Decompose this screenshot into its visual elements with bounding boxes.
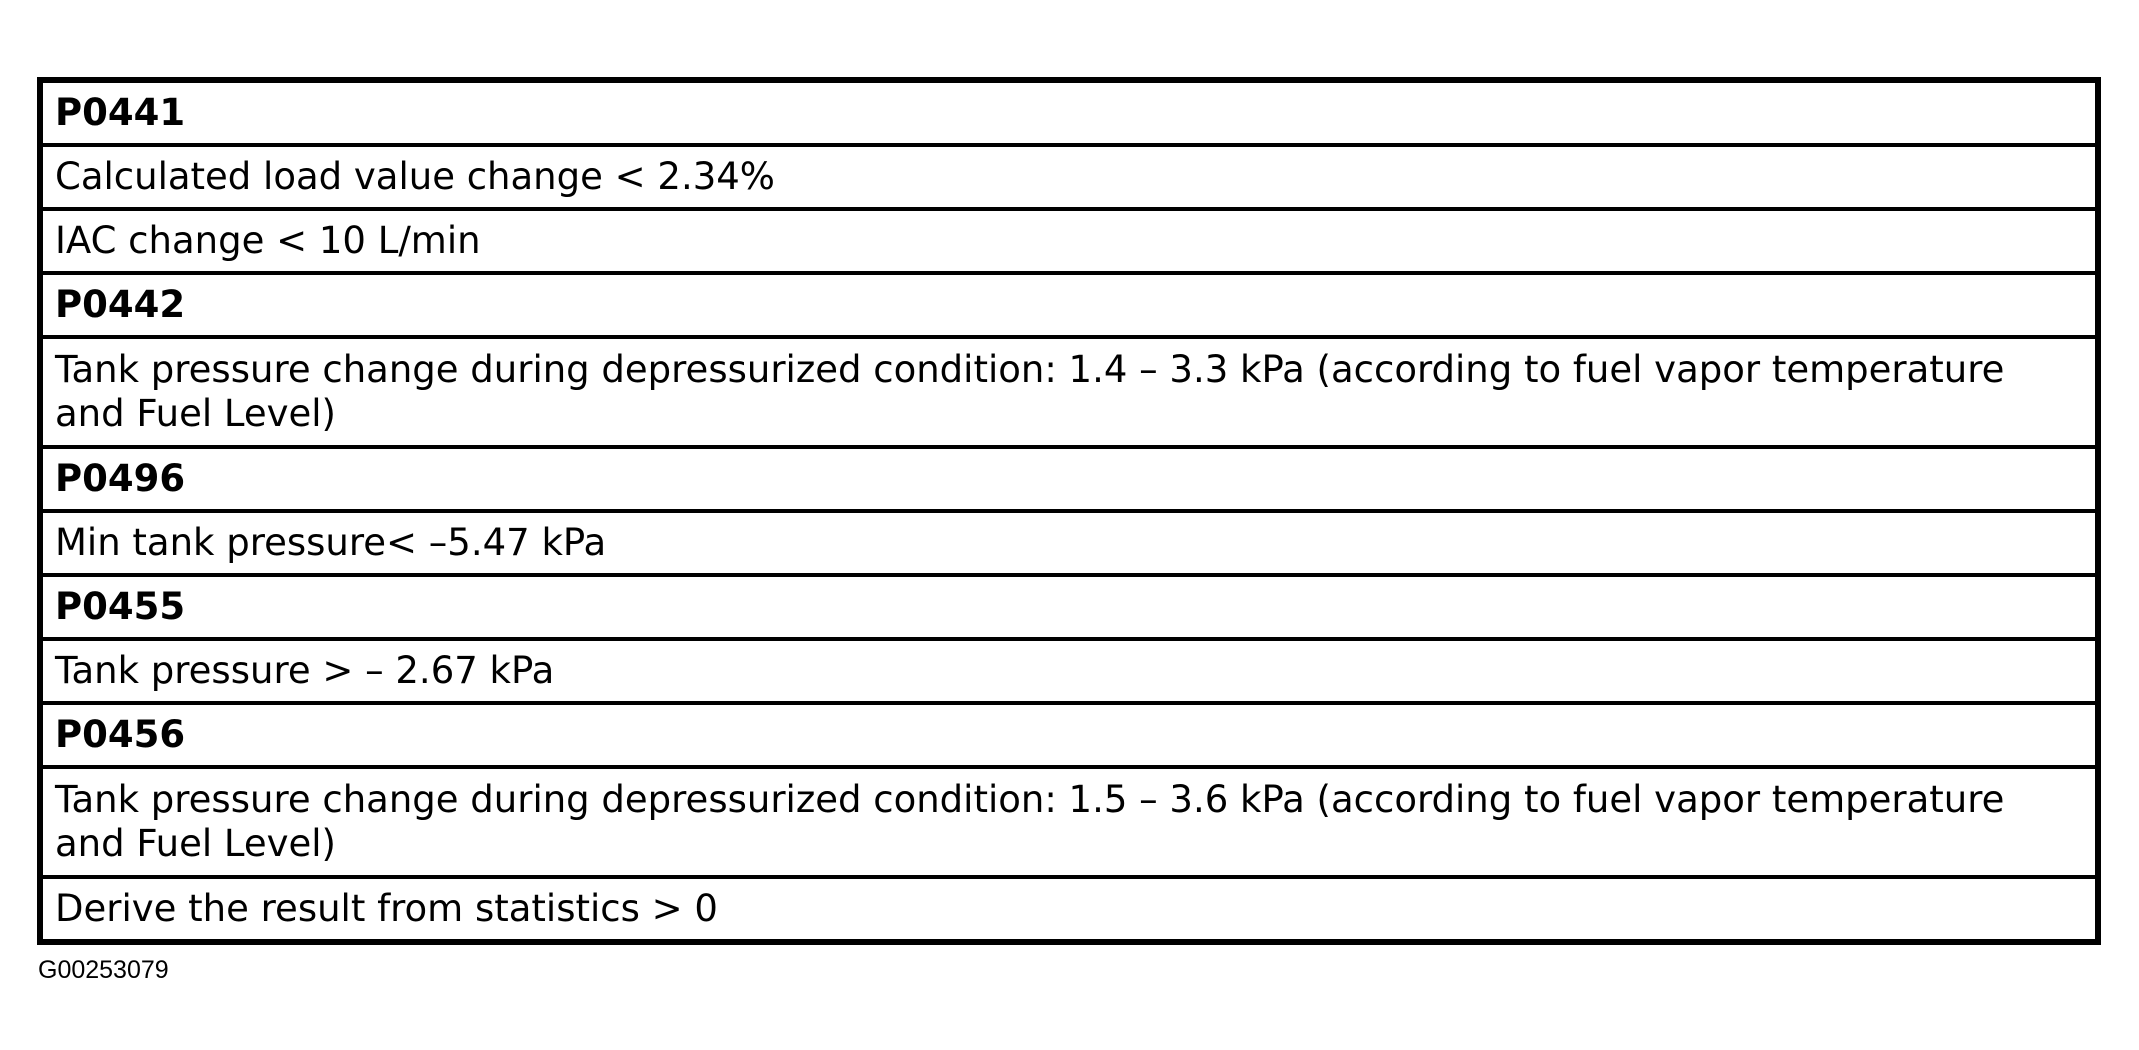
- figure-id: G00253079: [38, 956, 169, 984]
- dtc-code-cell: P0441: [55, 91, 186, 134]
- criteria-cell: Min tank pressure< –5.47 kPa: [40, 511, 2098, 575]
- dtc-code-cell: P0456: [40, 703, 2098, 767]
- table-row: [40, 703, 2098, 767]
- table-row: [40, 273, 2098, 337]
- criteria-cell: Derive the result from statistics > 0: [40, 877, 2098, 942]
- criteria-cell: IAC change < 10 L/min: [40, 209, 2098, 273]
- dtc-code-cell: P0442: [40, 273, 2098, 337]
- table-row: [40, 511, 2098, 575]
- criteria-cell: Tank pressure > – 2.67 kPa: [40, 639, 2098, 703]
- table-row: [40, 80, 2098, 145]
- criteria-cell: Tank pressure change during depressurized condition: 1.5 – 3.6 kPa (according to fuel vapor temperature and Fuel Level): [40, 767, 2098, 877]
- table-row: [40, 447, 2098, 511]
- criteria-cell: Tank pressure change during depressurized condition: 1.4 – 3.3 kPa (according to fuel vapor temperature and Fuel Level): [40, 337, 2098, 447]
- table-row: [40, 877, 2098, 942]
- dtc-code-cell: P0455: [40, 575, 2098, 639]
- dtc-criteria-table: [37, 77, 2101, 945]
- table-row: [40, 639, 2098, 703]
- dtc-code-cell: P0496: [40, 447, 2098, 511]
- table-row: [40, 145, 2098, 209]
- table-row: [40, 575, 2098, 639]
- criteria-cell: Calculated load value change < 2.34%: [40, 145, 2098, 209]
- table-row: [40, 337, 2098, 447]
- table-row: [40, 767, 2098, 877]
- table-row: [40, 209, 2098, 273]
